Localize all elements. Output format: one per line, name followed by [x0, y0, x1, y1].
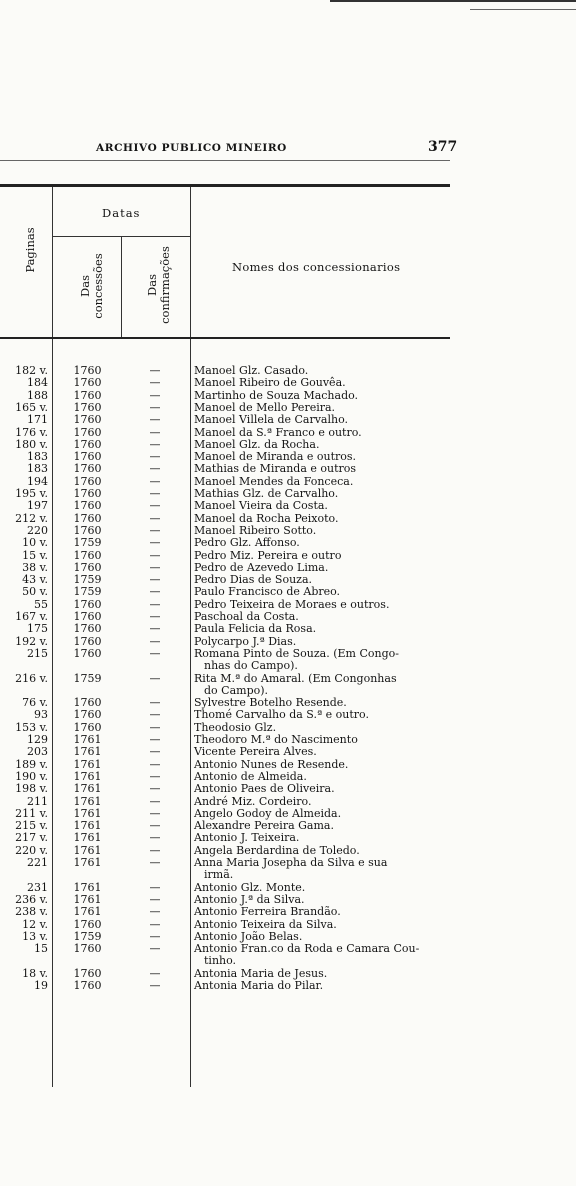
- cell-das-concessoes: 1761: [73, 745, 102, 759]
- cell-nome: Antonio J. Teixeira.: [194, 831, 300, 845]
- cell-nome: Mathias de Miranda e outros: [194, 462, 357, 476]
- cell-das-confirmacoes: —: [149, 917, 161, 931]
- cell-paginas: 76 v.: [22, 696, 48, 710]
- cell-das-confirmacoes: —: [149, 400, 161, 414]
- cell-nome: Antonio Teixeira da Silva.: [194, 917, 337, 931]
- cell-das-confirmacoes: —: [149, 942, 161, 956]
- cell-nome: Pedro Teixeira de Moraes e outros.: [194, 597, 390, 611]
- table-row: [0, 414, 576, 426]
- cell-das-concessoes: 1761: [73, 806, 102, 820]
- cell-das-concessoes: 1761: [73, 905, 102, 919]
- cell-paginas: 211: [27, 794, 48, 808]
- cell-paginas: 12 v.: [22, 917, 48, 931]
- cell-das-concessoes: 1761: [73, 819, 102, 833]
- cell-nome: Manoel da Rocha Peixoto.: [194, 511, 339, 525]
- cell-das-confirmacoes: —: [149, 696, 161, 710]
- cell-paginas: 176 v.: [15, 425, 48, 439]
- cell-das-concessoes: 1760: [73, 610, 102, 623]
- cell-paginas: 13 v.: [22, 929, 48, 943]
- cell-nome: Martinho de Souza Machado.: [194, 388, 359, 402]
- cell-das-confirmacoes: —: [149, 843, 161, 857]
- table-row: [0, 500, 576, 512]
- running-header: ARCHIVO PUBLICO MINEIRO: [96, 142, 287, 154]
- cell-paginas: 129: [27, 733, 48, 746]
- cell-das-confirmacoes: —: [149, 523, 161, 537]
- cell-das-concessoes: 1760: [73, 523, 102, 537]
- table-header-bottom-rule: [0, 337, 450, 339]
- cell-paginas: 192 v.: [15, 634, 48, 648]
- cell-das-confirmacoes: —: [149, 905, 161, 919]
- cell-paginas: 183: [27, 462, 48, 476]
- cell-nome: Manoel de Miranda e outros.: [194, 450, 357, 464]
- cell-paginas: 211 v.: [15, 806, 48, 820]
- cell-das-confirmacoes: —: [149, 745, 161, 759]
- cell-das-confirmacoes: —: [149, 474, 161, 488]
- cell-paginas: 167 v.: [15, 610, 48, 623]
- table-row: [0, 796, 576, 808]
- cell-nome: Mathias Glz. de Carvalho.: [194, 487, 339, 500]
- cell-das-confirmacoes: —: [149, 646, 161, 660]
- cell-paginas: 10 v.: [22, 536, 48, 550]
- cell-nome: Alexandre Pereira Gama.: [194, 819, 334, 833]
- cell-nome: Manoel Ribeiro Sotto.: [194, 523, 317, 537]
- cell-nome: Antonio Ferreira Brandão.: [194, 905, 341, 919]
- table-row: [0, 832, 576, 844]
- cell-paginas: 220 v.: [15, 843, 48, 857]
- cell-paginas: 153 v.: [15, 720, 48, 734]
- cell-nome: Theodoro M.ª do Nascimento: [194, 733, 358, 746]
- cell-paginas: 231: [27, 880, 48, 894]
- cell-das-confirmacoes: —: [149, 720, 161, 734]
- cell-nome: Sylvestre Botelho Resende.: [194, 696, 347, 710]
- cell-das-concessoes: 1760: [73, 487, 102, 500]
- cell-das-confirmacoes: —: [149, 831, 161, 845]
- cell-paginas: 180 v.: [15, 437, 48, 451]
- cell-nome: Antonia Maria de Jesus.: [194, 966, 328, 980]
- cell-das-confirmacoes: —: [149, 388, 161, 402]
- cell-das-confirmacoes: —: [149, 806, 161, 820]
- cell-nome: Anna Maria Josepha da Silva e sua: [194, 856, 388, 869]
- header-rule: [0, 160, 450, 161]
- table-row: [0, 906, 576, 918]
- cell-das-concessoes: 1760: [73, 917, 102, 931]
- cell-paginas: 175: [27, 622, 48, 636]
- cell-nome: Pedro Dias de Souza.: [194, 573, 313, 587]
- cell-paginas: 165 v.: [15, 400, 48, 414]
- cell-das-confirmacoes: —: [149, 511, 161, 525]
- cell-das-concessoes: 1760: [73, 720, 102, 734]
- cell-das-concessoes: 1760: [73, 597, 102, 611]
- cell-nome: Manoel da S.ª Franco e outro.: [194, 425, 362, 439]
- cell-nome: Antonio Fran.co da Roda e Camara Cou-: [194, 942, 420, 956]
- cell-das-concessoes: 1760: [73, 622, 102, 636]
- cell-das-confirmacoes: —: [149, 437, 161, 451]
- cell-das-concessoes: 1759: [73, 536, 102, 550]
- top-edge-rule: [330, 0, 576, 2]
- cell-das-concessoes: 1760: [73, 696, 102, 710]
- cell-das-confirmacoes: —: [149, 622, 161, 636]
- cell-paginas: 215: [27, 646, 48, 660]
- cell-nome-continuation: do Campo).: [204, 683, 269, 697]
- col-header-das-confirmacoes: Das confirmações: [145, 246, 172, 324]
- cell-nome: Manoel Glz. da Rocha.: [194, 437, 320, 451]
- cell-das-confirmacoes: —: [149, 708, 161, 722]
- cell-das-concessoes: 1760: [73, 708, 102, 722]
- cell-das-concessoes: 1760: [73, 979, 102, 992]
- cell-paginas: 93: [34, 708, 48, 722]
- table-row: [0, 783, 576, 795]
- cell-paginas: 183: [27, 450, 48, 464]
- cell-nome: Vicente Pereira Alves.: [194, 745, 317, 759]
- table-row: [0, 537, 576, 549]
- cell-das-concessoes: 1761: [73, 769, 102, 783]
- cell-das-concessoes: 1761: [73, 843, 102, 857]
- cell-nome: Manoel Villela de Carvalho.: [194, 413, 349, 427]
- cell-nome-continuation: tinho.: [204, 954, 237, 968]
- table-row: [0, 648, 576, 673]
- cell-das-concessoes: 1760: [73, 634, 102, 648]
- cell-paginas: 18 v.: [22, 966, 48, 980]
- page-number: 377: [428, 139, 458, 155]
- cell-das-confirmacoes: —: [149, 880, 161, 894]
- cell-das-confirmacoes: —: [149, 634, 161, 648]
- cell-nome: Antonio de Almeida.: [194, 769, 307, 783]
- cell-das-concessoes: 1761: [73, 856, 102, 869]
- cell-paginas: 50 v.: [22, 585, 48, 599]
- cell-das-concessoes: 1759: [73, 573, 102, 587]
- cell-paginas: 182 v.: [15, 364, 48, 377]
- cell-das-concessoes: 1761: [73, 892, 102, 906]
- table-row: [0, 463, 576, 475]
- cell-paginas: 189 v.: [15, 757, 48, 771]
- cell-nome: Antonio João Belas.: [194, 929, 303, 943]
- cell-das-concessoes: 1760: [73, 646, 102, 660]
- table-row: [0, 709, 576, 721]
- cell-das-concessoes: 1760: [73, 548, 102, 562]
- cell-nome: Antonio Glz. Monte.: [194, 880, 306, 894]
- cell-das-confirmacoes: —: [149, 462, 161, 476]
- cell-paginas: 216 v.: [15, 671, 48, 685]
- cell-das-confirmacoes: —: [149, 573, 161, 587]
- cell-das-confirmacoes: —: [149, 450, 161, 464]
- top-edge-rule-short: [470, 9, 576, 10]
- cell-das-confirmacoes: —: [149, 892, 161, 906]
- cell-nome: Paulo Francisco de Abreo.: [194, 585, 341, 599]
- cell-das-concessoes: 1759: [73, 585, 102, 599]
- cell-nome: André Miz. Cordeiro.: [194, 794, 312, 808]
- cell-nome: Paula Felicia da Rosa.: [194, 622, 317, 636]
- cell-paginas: 19: [34, 979, 48, 992]
- cell-paginas: 190 v.: [15, 769, 48, 783]
- cell-paginas: 197: [27, 499, 48, 513]
- cell-das-concessoes: 1759: [73, 929, 102, 943]
- cell-paginas: 220: [27, 523, 48, 537]
- cell-das-confirmacoes: —: [149, 757, 161, 771]
- table-row: [0, 980, 576, 992]
- table-row: [0, 919, 576, 931]
- cell-nome: Antonio Paes de Oliveira.: [194, 782, 335, 796]
- cell-das-confirmacoes: —: [149, 560, 161, 574]
- cell-nome: Pedro Glz. Affonso.: [194, 536, 300, 550]
- cell-paginas: 55: [34, 597, 48, 611]
- cell-das-concessoes: 1760: [73, 450, 102, 464]
- cell-das-concessoes: 1761: [73, 831, 102, 845]
- cell-das-confirmacoes: —: [149, 966, 161, 980]
- col-header-paginas: Paginas: [23, 227, 37, 273]
- cell-paginas: 194: [27, 474, 48, 488]
- cell-das-concessoes: 1760: [73, 966, 102, 980]
- cell-nome: Theodosio Glz.: [194, 720, 277, 734]
- cell-nome-continuation: irmã.: [204, 868, 234, 882]
- cell-das-confirmacoes: —: [149, 499, 161, 513]
- cell-nome: Pedro Miz. Pereira e outro: [194, 548, 342, 562]
- cell-nome: Polycarpo J.ª Dias.: [194, 634, 297, 648]
- cell-nome: Manoel Vieira da Costa.: [194, 499, 328, 513]
- cell-paginas: 238 v.: [15, 905, 48, 919]
- cell-nome: Antonio J.ª da Silva.: [194, 892, 305, 906]
- cell-paginas: 188: [27, 388, 48, 402]
- table-row: [0, 377, 576, 389]
- cell-paginas: 198 v.: [15, 782, 48, 796]
- cell-das-concessoes: 1761: [73, 757, 102, 771]
- table-row: [0, 746, 576, 758]
- col-header-das-concessoes: Das concessões: [78, 253, 105, 319]
- cell-das-confirmacoes: —: [149, 364, 161, 377]
- cell-das-confirmacoes: —: [149, 856, 161, 869]
- cell-das-concessoes: 1760: [73, 388, 102, 402]
- cell-das-confirmacoes: —: [149, 769, 161, 783]
- cell-das-concessoes: 1760: [73, 511, 102, 525]
- cell-paginas: 195 v.: [15, 487, 48, 500]
- cell-das-concessoes: 1760: [73, 942, 102, 956]
- cell-das-concessoes: 1760: [73, 437, 102, 451]
- datas-subcolumn-divider: [121, 237, 122, 337]
- cell-paginas: 38 v.: [22, 560, 48, 574]
- cell-das-confirmacoes: —: [149, 929, 161, 943]
- cell-das-confirmacoes: —: [149, 413, 161, 427]
- cell-nome: Manoel Glz. Casado.: [194, 364, 309, 377]
- cell-das-concessoes: 1760: [73, 560, 102, 574]
- cell-das-confirmacoes: —: [149, 536, 161, 550]
- cell-das-concessoes: 1759: [73, 671, 102, 685]
- cell-paginas: 203: [27, 745, 48, 759]
- table-row: [0, 623, 576, 635]
- cell-nome: Manoel de Mello Pereira.: [194, 400, 336, 414]
- cell-nome: Thomé Carvalho da S.ª e outro.: [194, 708, 369, 722]
- table-row: [0, 857, 576, 882]
- col-header-nomes: Nomes dos concessionarios: [232, 260, 401, 274]
- cell-das-confirmacoes: —: [149, 376, 161, 390]
- cell-paginas: 236 v.: [15, 892, 48, 906]
- cell-das-confirmacoes: —: [149, 671, 161, 685]
- cell-paginas: 217 v.: [15, 831, 48, 845]
- table-row: [0, 943, 576, 968]
- cell-das-confirmacoes: —: [149, 979, 161, 992]
- cell-das-confirmacoes: —: [149, 597, 161, 611]
- cell-paginas: 212 v.: [15, 511, 48, 525]
- cell-nome: Rita M.ª do Amaral. (Em Congonhas: [194, 671, 397, 685]
- cell-das-confirmacoes: —: [149, 819, 161, 833]
- cell-nome: Angela Berdardina de Toledo.: [194, 843, 360, 857]
- table-row: [0, 673, 576, 698]
- cell-das-concessoes: 1761: [73, 733, 102, 746]
- cell-das-concessoes: 1760: [73, 376, 102, 390]
- cell-nome: Pedro de Azevedo Lima.: [194, 560, 329, 574]
- cell-nome: Paschoal da Costa.: [194, 610, 299, 623]
- table-row: [0, 586, 576, 598]
- cell-das-concessoes: 1760: [73, 400, 102, 414]
- cell-nome: Romana Pinto de Souza. (Em Congo-: [194, 646, 399, 660]
- cell-das-concessoes: 1760: [73, 364, 102, 377]
- cell-das-confirmacoes: —: [149, 782, 161, 796]
- cell-das-confirmacoes: —: [149, 585, 161, 599]
- cell-das-confirmacoes: —: [149, 733, 161, 746]
- cell-das-concessoes: 1761: [73, 880, 102, 894]
- cell-paginas: 171: [27, 413, 48, 427]
- table-row: [0, 550, 576, 562]
- col-header-datas: Datas: [102, 206, 141, 220]
- cell-paginas: 221: [27, 856, 48, 869]
- table-row: [0, 427, 576, 439]
- cell-nome: Angelo Godoy de Almeida.: [194, 806, 342, 820]
- cell-paginas: 15: [34, 942, 48, 956]
- cell-nome: Manoel Mendes da Fonceca.: [194, 474, 354, 488]
- cell-das-concessoes: 1760: [73, 474, 102, 488]
- cell-paginas: 43 v.: [22, 573, 48, 587]
- cell-das-confirmacoes: —: [149, 487, 161, 500]
- cell-das-concessoes: 1760: [73, 413, 102, 427]
- cell-paginas: 15 v.: [22, 548, 48, 562]
- cell-nome: Antonio Nunes de Resende.: [194, 757, 349, 771]
- cell-nome: Manoel Ribeiro de Gouvêa.: [194, 376, 346, 390]
- cell-nome: Antonia Maria do Pilar.: [194, 979, 324, 992]
- cell-das-confirmacoes: —: [149, 610, 161, 623]
- cell-das-concessoes: 1760: [73, 425, 102, 439]
- cell-das-confirmacoes: —: [149, 548, 161, 562]
- cell-das-concessoes: 1760: [73, 462, 102, 476]
- cell-nome-continuation: nhas do Campo).: [204, 659, 298, 673]
- cell-paginas: 184: [27, 376, 48, 390]
- cell-das-confirmacoes: —: [149, 794, 161, 808]
- table-top-rule: [0, 184, 450, 187]
- cell-das-concessoes: 1761: [73, 794, 102, 808]
- cell-paginas: 215 v.: [15, 819, 48, 833]
- cell-das-concessoes: 1760: [73, 499, 102, 513]
- cell-das-concessoes: 1761: [73, 782, 102, 796]
- cell-das-confirmacoes: —: [149, 425, 161, 439]
